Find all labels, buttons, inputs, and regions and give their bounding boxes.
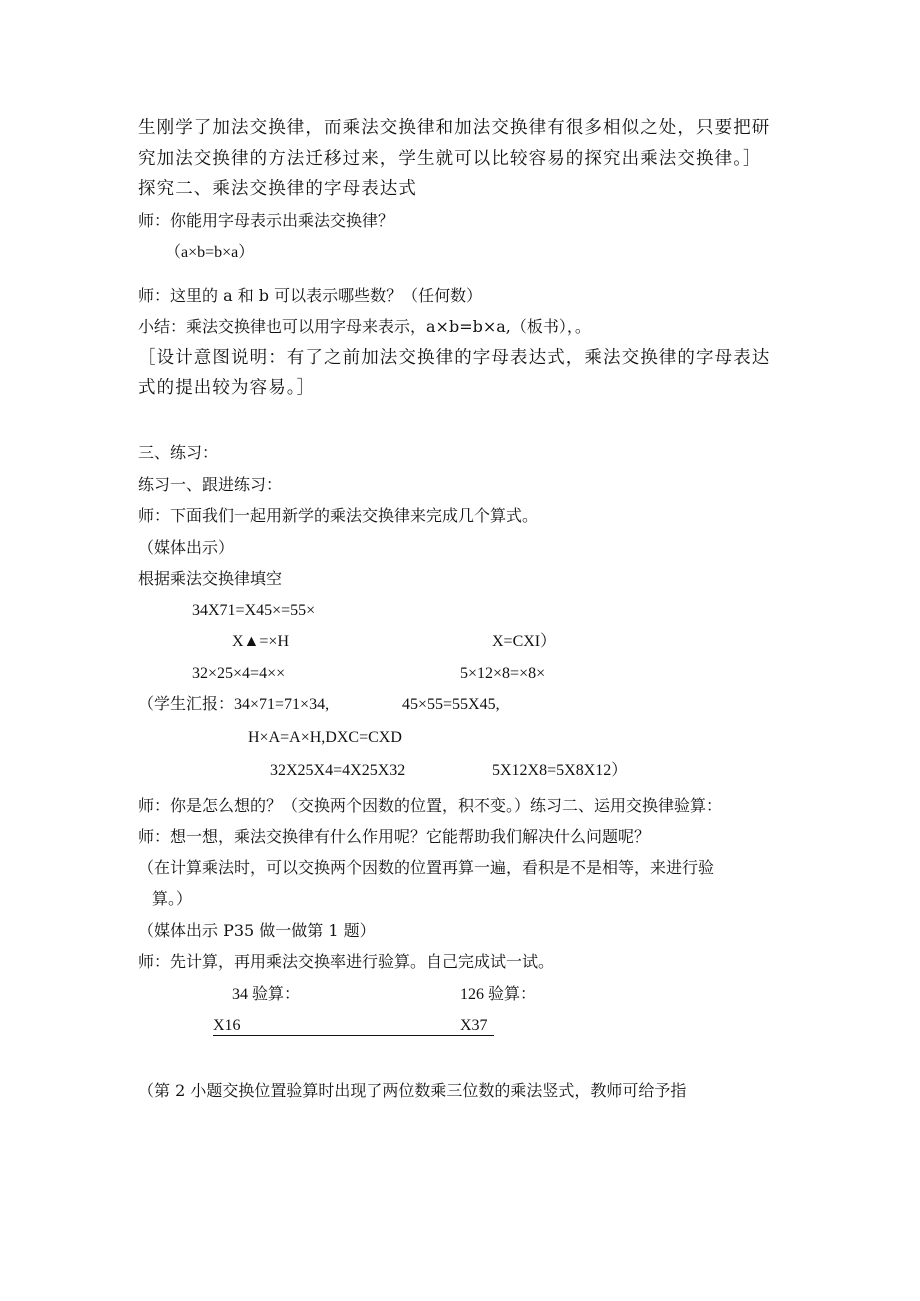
text-line-24: 算。）: [152, 889, 193, 908]
section-heading-practice: 三、练习：: [138, 443, 219, 462]
design-note-line-1: ［设计意图说明：有了之前加法交换律的字母表达式，乘法交换律的字母表达: [138, 348, 771, 368]
exercise-line-1: 34X71=X45×=55×: [192, 602, 316, 619]
text-line-29: （第 2 小题交换位置验算时出现了两位数乘三位数的乘法竖式，教师可给予指: [138, 1081, 687, 1100]
practice-1-heading: 练习一、跟进练习：: [138, 475, 283, 494]
multiplier-left: X16: [213, 1017, 241, 1034]
text-line-22: 师：想一想，乘法交换律有什么作用呢？它能帮助我们解决什么问题呢？: [138, 827, 651, 846]
exercise-line-2-right: X=CXI）: [492, 633, 557, 650]
text-line-12: 师：下面我们一起用新学的乘法交换律来完成几个算式。: [138, 506, 539, 525]
exercise-line-2-left: X▲=×H: [232, 633, 289, 650]
text-line-6: 师：这里的 a 和 b 可以表示哪些数？（任何数）: [138, 286, 483, 305]
exercise-line-3-right: 5×12×8=×8×: [460, 665, 546, 682]
verify-label-right: 126 验算：: [460, 986, 537, 1003]
vertical-form-underline: [213, 1035, 494, 1036]
student-report-line-3-left: 32X25X4=4X25X32: [270, 762, 406, 779]
section-heading-exploration-2: 探究二、乘法交换律的字母表达式: [138, 179, 417, 199]
text-line-21: 师：你是怎么想的？（交换两个因数的位置，积不变。）练习二、运用交换律验算：: [138, 796, 723, 815]
text-line-13: （媒体出示）: [138, 538, 235, 557]
student-report-line-3-right: 5X12X8=5X8X12）: [492, 762, 628, 779]
multiplier-right: X37: [460, 1017, 488, 1034]
exercise-line-3-left: 32×25×4=4××: [192, 665, 286, 682]
design-note-line-2: 式的提出较为容易。］: [138, 378, 316, 398]
text-line-1: 生刚学了加法交换律，而乘法交换律和加法交换律有很多相似之处，只要把研: [138, 118, 771, 138]
verify-label-left: 34 验算：: [232, 986, 301, 1003]
student-report-line-1-left: （学生汇报：34×71=71×34,: [138, 696, 330, 713]
text-line-2: 究加法交换律的方法迁移过来，学生就可以比较容易的探究出乘法交换律。］: [138, 149, 762, 169]
student-report-line-1-right: 45×55=55X45,: [402, 696, 500, 713]
student-report-line-2: H×A=A×H,DXC=CXD: [248, 729, 402, 746]
text-line-4: 师：你能用字母表示出乘法交换律？: [138, 211, 395, 230]
text-line-23: （在计算乘法时，可以交换两个因数的位置再算一遍，看积是不是相等，来进行验: [138, 858, 715, 877]
summary-line: 小结：乘法交换律也可以用字母来表示，a×b=b×a,（板书），。: [138, 317, 591, 336]
formula-line: （a×b=b×a）: [165, 244, 255, 261]
text-line-26: 师：先计算，再用乘法交换率进行验算。自己完成试一试。: [138, 952, 555, 971]
text-line-14: 根据乘法交换律填空: [138, 569, 283, 588]
text-line-25: （媒体出示 P35 做一做第 1 题）: [138, 921, 376, 940]
